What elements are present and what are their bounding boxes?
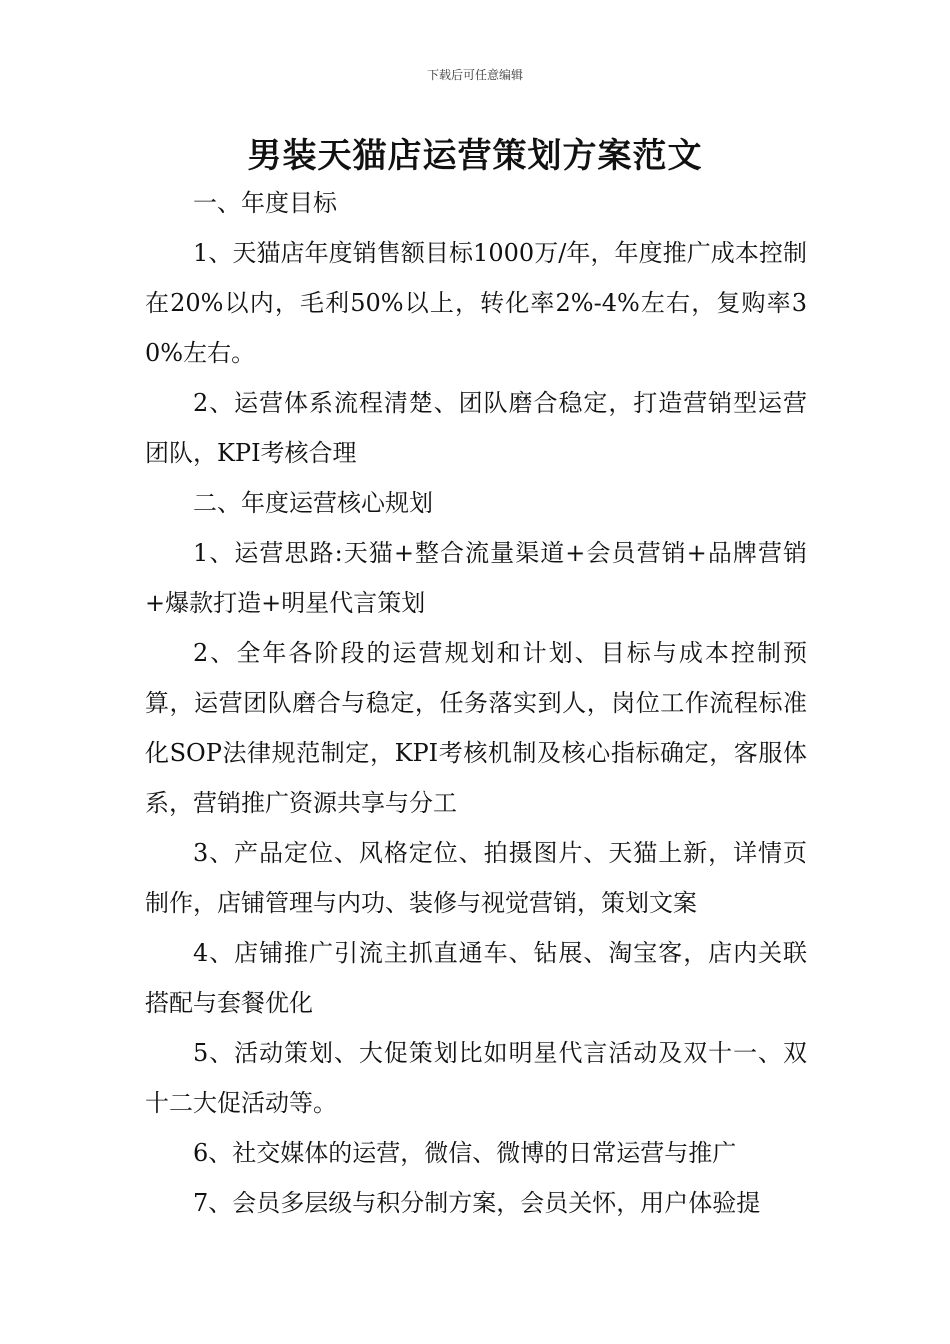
- paragraph-plan-4: 4、店铺推广引流主抓直通车、钻展、淘宝客，店内关联搭配与套餐优化: [145, 939, 807, 1017]
- paragraph-goal-2: 2、运营体系流程清楚、团队磨合稳定，打造营销型运营团队，KPI考核合理: [145, 389, 807, 467]
- paragraph-plan-1: 1、运营思路:天猫+整合流量渠道+会员营销+品牌营销+爆款打造+明星代言策划: [145, 539, 807, 617]
- document-body: [145, 178, 807, 1228]
- paragraph-plan-2: 2、全年各阶段的运营规划和计划、目标与成本控制预算，运营团队磨合与稳定，任务落实到人，岗位工作流程标准化SOP法律规范制定，KPI考核机制及核心指标确定，客服体系，营销推广资源共享与分工: [145, 639, 807, 817]
- paragraph-plan-3: 3、产品定位、风格定位、拍摄图片、天猫上新，详情页制作，店铺管理与内功、装修与视觉营销，策划文案: [145, 839, 807, 917]
- paragraph-plan-7: 7、会员多层级与积分制方案，会员关怀，用户体验提: [193, 1189, 761, 1217]
- document-title: 男装天猫店运营策划方案范文: [247, 136, 703, 176]
- section-heading-core-plan: 二、年度运营核心规划: [193, 489, 433, 517]
- section-heading-annual-goals: 一、年度目标: [193, 189, 337, 217]
- page-header-note: 下载后可任意编辑: [426, 68, 523, 82]
- paragraph-plan-6: 6、社交媒体的运营，微信、微博的日常运营与推广: [193, 1139, 737, 1167]
- paragraph-goal-1: 1、天猫店年度销售额目标1000万/年，年度推广成本控制在20%以内，毛利50%以上，转化率2%-4%左右，复购率30%左右。: [145, 239, 807, 367]
- paragraph-plan-5: 5、活动策划、大促策划比如明星代言活动及双十一、双十二大促活动等。: [145, 1039, 807, 1117]
